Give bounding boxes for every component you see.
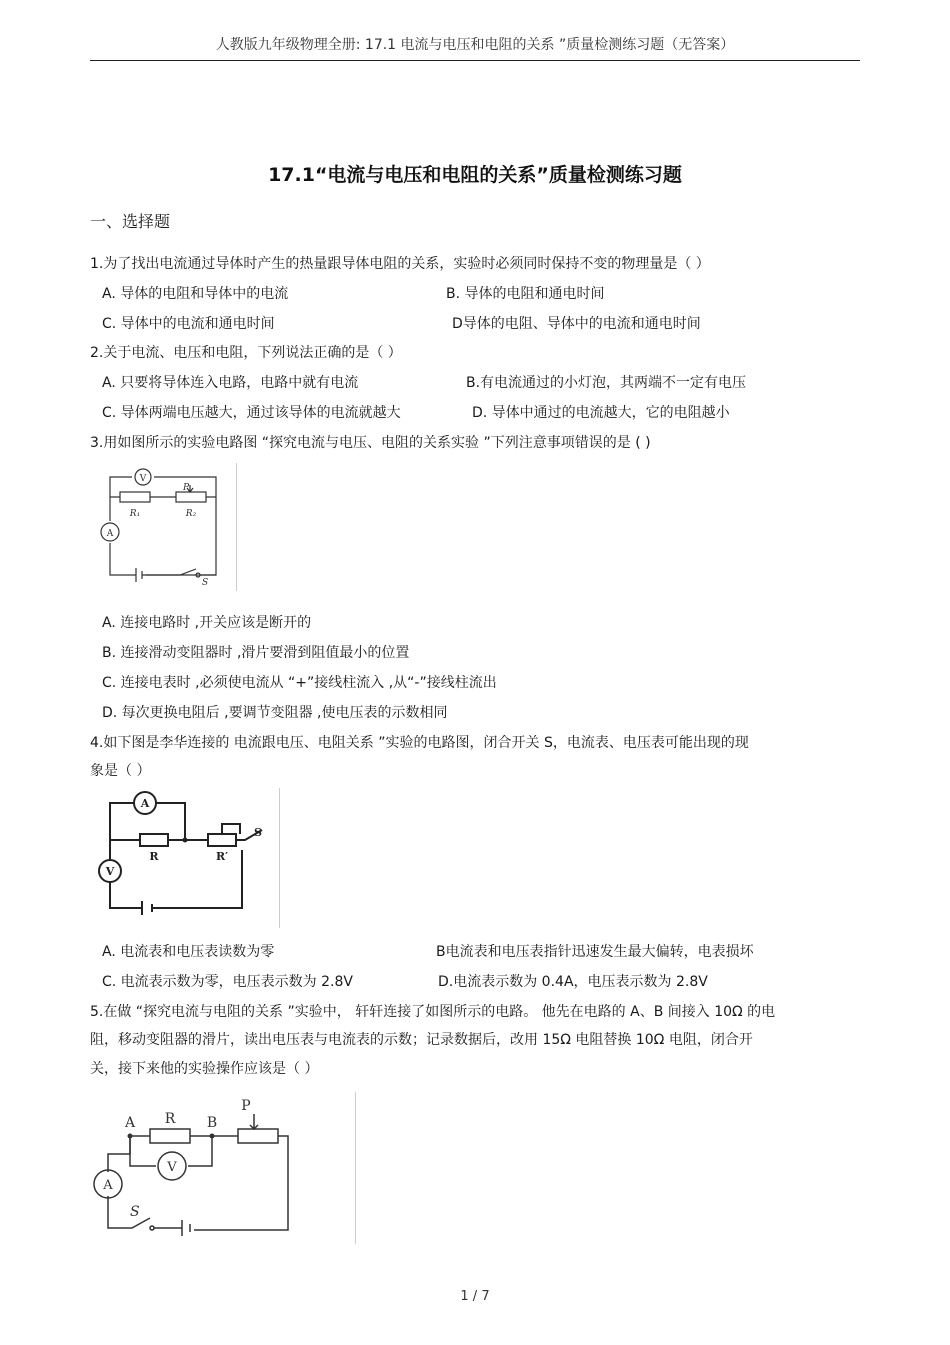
question-2-stem: 2.关于电流、电压和电阻，下列说法正确的是（ ） [90,345,402,361]
question-4-circuit-diagram [90,788,280,928]
question-5-stem-line-3: 关，接下来他的实验操作应该是（ ） [90,1061,319,1077]
q3-ammeter-label: A [106,529,114,539]
q3-voltmeter-label: V [139,474,147,484]
q5-slider-label: P [241,1098,251,1114]
section-heading: 一、选择题 [90,212,171,231]
question-5-stem-line-2: 阻，移动变阻器的滑片，读出电压表与电流表的示数；记录数据后，改用 15Ω 电阻替换 10Ω 电阻，闭合开 [90,1032,753,1048]
question-1-option-b: B. 导体的电阻和通电时间 [446,286,605,302]
q5-ammeter-label: A [103,1178,113,1193]
question-2-option-a: A. 只要将导体连入电路，电路中就有电流 [102,375,359,391]
question-2-option-b: B.有电流通过的小灯泡，其两端不一定有电压 [466,375,747,391]
q4-ammeter-label: A [140,797,150,810]
page-header: 人教版九年级物理全册: 17.1 电流与电压和电阻的关系 ”质量检测练习题（无答案） [215,37,735,53]
question-3-option-d: D. 每次更换电阻后 ,要调节变阻器 ,使电压表的示数相同 [102,705,448,721]
question-1-option-d: D导体的电阻、导体中的电流和通电时间 [452,316,701,332]
q5-node-a-label: A [124,1115,136,1131]
question-4-stem-line-2: 象是（ ） [90,763,151,779]
question-4-option-c: C. 电流表示数为零，电压表示数为 2.8V [102,974,353,990]
question-4-option-b: B电流表和电压表指针迅速发生最大偏转，电表损坏 [436,944,754,960]
document-title: 17.1“电流与电压和电阻的关系”质量检测练习题 [268,164,682,186]
question-5-stem-line-1: 5.在做 “探究电流与电阻的关系 ”实验中， 轩轩连接了如图所示的电路。 他先在电路的 A、B 间接入 10Ω 的电 [90,1004,776,1020]
question-2-option-c: C. 导体两端电压越大，通过该导体的电流就越大 [102,405,401,421]
q5-voltmeter-label: V [167,1160,177,1175]
question-3-option-a: A. 连接电路时 ,开关应该是断开的 [102,615,312,631]
q5-switch-label: S [130,1204,140,1220]
question-4-option-a: A. 电流表和电压表读数为零 [102,944,275,960]
question-3-option-c: C. 连接电表时 ,必须使电流从 “+”接线柱流入 ,从“-”接线柱流出 [102,675,497,691]
q4-voltmeter-label: V [105,865,115,878]
question-4-stem-line-1: 4.如下图是李华连接的 电流跟电压、电阻关系 ”实验的电路图，闭合开关 S，电流表、电压表可能出现的现 [90,735,749,751]
header-divider [90,60,860,61]
question-2-option-d: D. 导体中通过的电流越大，它的电阻越小 [472,405,730,421]
q4-resistor-label: R [149,850,159,863]
question-4-option-d: D.电流表示数为 0.4A，电压表示数为 2.8V [438,974,708,990]
page-number: 1 / 7 [460,1289,490,1304]
question-3-option-b: B. 连接滑动变阻器时 ,滑片要滑到阻值最小的位置 [102,645,410,661]
question-1-option-a: A. 导体的电阻和导体中的电流 [102,286,289,302]
question-3-circuit-diagram [90,463,237,591]
q3-r1-label: R₁ [129,509,141,519]
q4-switch-label: S [254,826,262,839]
question-1-stem: 1.为了找出电流通过导体时产生的热量跟导体电阻的关系，实验时必须同时保持不变的物理量是（ ） [90,256,710,272]
q3-slider-label: P [183,483,190,493]
q5-resistor-label: R [164,1111,176,1127]
q3-switch-label: S [202,578,209,588]
q5-node-b-label: B [206,1115,218,1131]
question-1-option-c: C. 导体中的电流和通电时间 [102,316,275,332]
q3-r2-label: R₂ [185,509,197,519]
question-3-stem: 3.用如图所示的实验电路图 “探究电流与电压、电阻的关系实验 ”下列注意事项错误的是 ( ) [90,435,651,451]
q4-rheostat-label: R′ [215,850,229,863]
question-5-circuit-diagram [90,1092,356,1244]
